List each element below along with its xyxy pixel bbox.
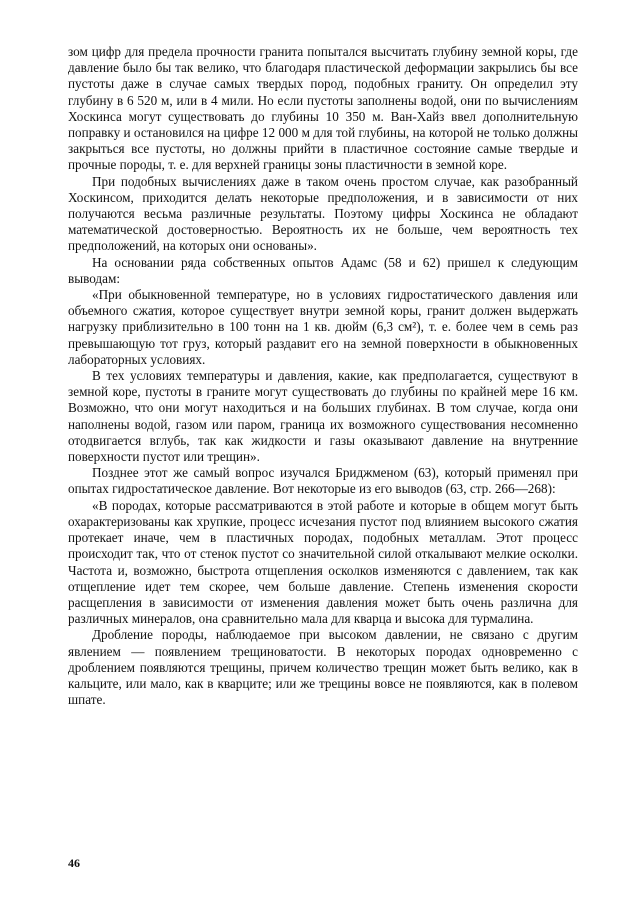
paragraph-7: «В породах, которые рассматриваются в этой работе и которые в общем могут быть охарактеризованы как хрупкие, процесс исчезания пустот под влиянием высокого сжатия протекает иначе, чем в пластичных породах, подобных металлам. Этот процесс происходит так, что от стенок пустот со значительной силой откалывают мелкие осколки. Частота и, возможно, быстрота отщепления осколков изменяются с давлением, так как отщепление идет тем скорее, чем больше давление. Степень изменения скорости расщепления в зависимости от изменения давления может быть очень различна для различных минералов, она сравнительно мала для кварца и высока для турмалина. [68, 497, 578, 627]
paragraph-1: зом цифр для предела прочности гранита попытался высчитать глубину земной коры, где давление было бы так велико, что благодаря пластической деформации закрылись бы все пустоты даже в случае самых твердых пород, подобных граниту. Он определил эту глубину в 6 520 м, или в 4 мили. Но если пустоты заполнены водой, они по вычислениям Хоскинса могут существовать до глубины 10 350 м. Ван-Хайз ввел дополнительную поправку и остановился на цифре 12 000 м для той глубины, на которой не только должны закрыться все пустоты, но должны прийти в пластичное состояние самые твердые и прочные породы, т. е. для верхней границы зоны пластичности в земной коре. [68, 44, 578, 173]
paragraph-4: «При обыкновенной температуре, но в условиях гидростатического давления или объемного сжатия, которое существует внутри земной коры, гранит должен выдержать нагрузку приблизительно в 100 тонн на 1 кв. дюйм (6,3 см²), т. е. более чем в семь раз превышающую тот груз, который раздавит его на земной поверхности в обыкновенных лабораторных условиях. [68, 287, 578, 367]
paragraph-6: Позднее этот же самый вопрос изучался Бриджменом (63), который применял при опытах гидростатическое давление. Вот некоторые из его выводов (63, стр. 266—268): [68, 465, 578, 497]
paragraph-2: При подобных вычислениях даже в таком очень простом случае, как разобранный Хоскинсом, приходится делать некоторые предположения, и в зависимости от них получаются весьма различные результаты. Поэтому цифры Хоскинса не обладают математической достоверностью. Вероятность их не больше, чем вероятность тех предположений, на которых они основаны». [68, 173, 578, 254]
paragraph-8: Дробление породы, наблюдаемое при высоком давлении, не связано с другим явлением — появлением трещиноватости. В некоторых породах одновременно с дроблением появляются трещины, причем количество трещин может быть велико, как в кальците, или мало, как в кварците; или же трещины вовсе не появляются, как в полевом шпате. [68, 627, 578, 708]
paragraph-3: На основании ряда собственных опытов Адамс (58 и 62) пришел к следующим выводам: [68, 254, 578, 286]
page-body [68, 44, 578, 708]
paragraph-5: В тех условиях температуры и давления, какие, как предполагается, существуют в земной коре, пустоты в граните могут существовать до глубины по крайней мере 16 км. Возможно, что они могут находиться и на больших глубинах. В том случае, когда они наполнены водой, газом или паром, граница их возможного существования несомненно отодвигается вглубь, так как жидкости и газы оказывают давление на внутренние поверхности пустот или трещин». [68, 368, 578, 465]
page-number: 46 [68, 856, 80, 870]
